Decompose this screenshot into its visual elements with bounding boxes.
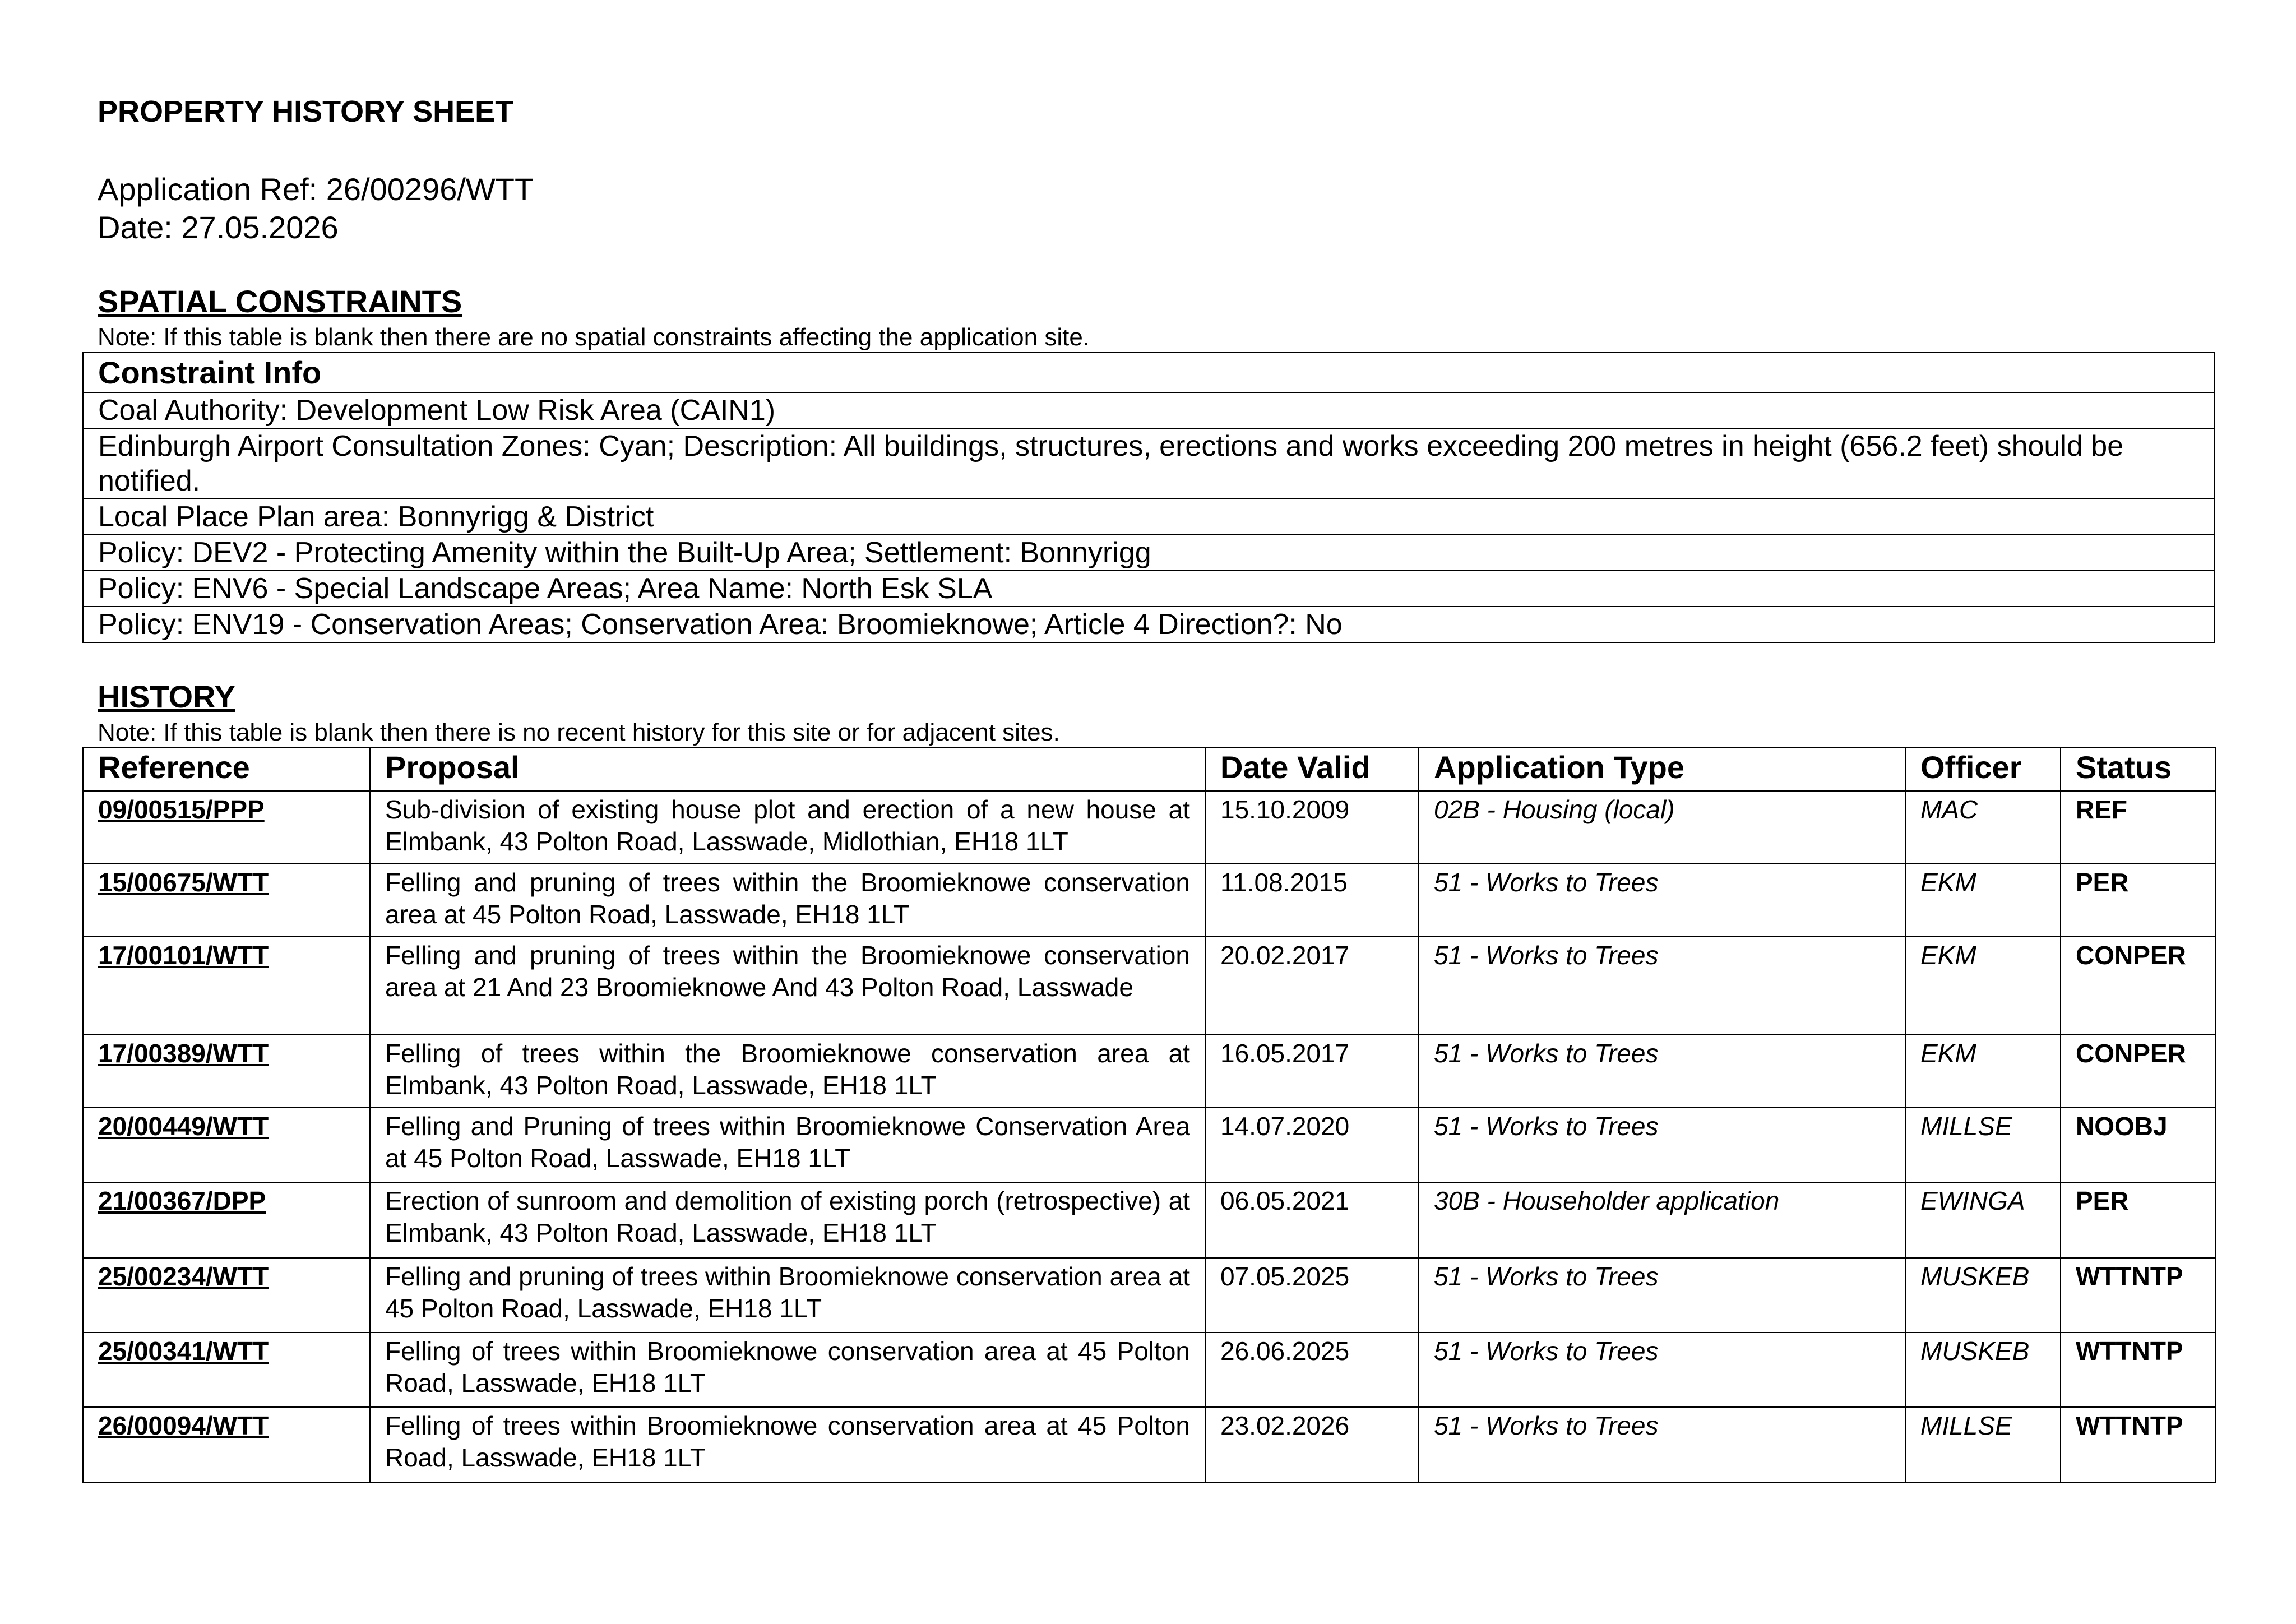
application-type-cell: 51 - Works to Trees (1419, 1332, 1905, 1407)
officer-cell: EKM (1905, 864, 2061, 937)
constraint-row (83, 571, 2214, 607)
constraint-info-cell: Edinburgh Airport Consultation Zones: Cyan; Description: All buildings, structures, erections and works exceeding 200 metres in height (656.2 feet) should be notified. (83, 428, 2214, 499)
history-note: Note: If this table is blank then there is no recent history for this site or for adjacent sites. (98, 719, 1060, 746)
proposal-cell: Felling of trees within Broomieknowe conservation area at 45 Polton Road, Lasswade, EH18 1LT (370, 1407, 1205, 1483)
application-meta (98, 170, 534, 247)
reference-link[interactable]: 26/00094/WTT (98, 1411, 269, 1440)
officer-cell: MUSKEB (1905, 1332, 2061, 1407)
status-cell: CONPER (2061, 937, 2215, 1035)
application-type-column-header: Application Type (1419, 747, 1905, 791)
reference-link[interactable]: 20/00449/WTT (98, 1112, 269, 1141)
reference-cell (83, 1035, 370, 1108)
date-valid-column-header: Date Valid (1205, 747, 1419, 791)
reference-link[interactable]: 21/00367/DPP (98, 1186, 266, 1215)
history-row (83, 864, 2215, 937)
status-cell: CONPER (2061, 1035, 2215, 1108)
proposal-cell: Felling and Pruning of trees within Broomieknowe Conservation Area at 45 Polton Road, Lasswade, EH18 1LT (370, 1108, 1205, 1182)
reference-cell (83, 1182, 370, 1258)
history-header-row (83, 747, 2215, 791)
history-table (82, 747, 2216, 1483)
constraints-table (82, 352, 2215, 643)
officer-cell: MILLSE (1905, 1407, 2061, 1483)
officer-cell: MUSKEB (1905, 1258, 2061, 1332)
reference-cell (83, 1108, 370, 1182)
officer-cell: EWINGA (1905, 1182, 2061, 1258)
constraint-row (83, 428, 2214, 499)
application-type-cell: 51 - Works to Trees (1419, 1407, 1905, 1483)
history-row (83, 937, 2215, 1035)
status-cell: WTTNTP (2061, 1258, 2215, 1332)
officer-cell: EKM (1905, 937, 2061, 1035)
reference-link[interactable]: 25/00234/WTT (98, 1262, 269, 1291)
application-type-cell: 51 - Works to Trees (1419, 1258, 1905, 1332)
application-type-cell: 51 - Works to Trees (1419, 864, 1905, 937)
application-type-cell: 51 - Works to Trees (1419, 1035, 1905, 1108)
officer-cell: MAC (1905, 791, 2061, 864)
constraint-row (83, 535, 2214, 571)
reference-link[interactable]: 17/00389/WTT (98, 1039, 269, 1068)
constraint-info-cell: Policy: ENV6 - Special Landscape Areas; Area Name: North Esk SLA (83, 571, 2214, 607)
date-valid-cell: 16.05.2017 (1205, 1035, 1419, 1108)
history-row (83, 1182, 2215, 1258)
application-date: Date: 27.05.2026 (98, 210, 339, 245)
status-cell: PER (2061, 1182, 2215, 1258)
officer-column-header: Officer (1905, 747, 2061, 791)
constraint-info-cell: Policy: ENV19 - Conservation Areas; Conservation Area: Broomieknowe; Article 4 Direction?: No (83, 607, 2214, 642)
constraint-row (83, 392, 2214, 428)
application-type-cell: 51 - Works to Trees (1419, 937, 1905, 1035)
status-cell: WTTNTP (2061, 1332, 2215, 1407)
proposal-column-header: Proposal (370, 747, 1205, 791)
history-row (83, 1258, 2215, 1332)
history-row (83, 791, 2215, 864)
reference-link[interactable]: 17/00101/WTT (98, 941, 269, 970)
constraint-row (83, 607, 2214, 642)
date-valid-cell: 15.10.2009 (1205, 791, 1419, 864)
reference-cell (83, 864, 370, 937)
officer-cell: MILLSE (1905, 1108, 2061, 1182)
history-row (83, 1407, 2215, 1483)
proposal-cell: Felling and pruning of trees within the Broomieknowe conservation area at 21 And 23 Broomieknowe And 43 Polton Road, Lasswade (370, 937, 1205, 1035)
date-valid-cell: 06.05.2021 (1205, 1182, 1419, 1258)
date-valid-cell: 26.06.2025 (1205, 1332, 1419, 1407)
proposal-cell: Felling and pruning of trees within Broomieknowe conservation area at 45 Polton Road, Lasswade, EH18 1LT (370, 1258, 1205, 1332)
reference-link[interactable]: 15/00675/WTT (98, 868, 269, 897)
date-valid-cell: 11.08.2015 (1205, 864, 1419, 937)
date-valid-cell: 14.07.2020 (1205, 1108, 1419, 1182)
date-valid-cell: 07.05.2025 (1205, 1258, 1419, 1332)
spatial-constraints-heading: SPATIAL CONSTRAINTS (98, 284, 462, 319)
document-title: PROPERTY HISTORY SHEET (98, 95, 514, 128)
reference-cell (83, 937, 370, 1035)
reference-cell (83, 791, 370, 864)
date-valid-cell: 20.02.2017 (1205, 937, 1419, 1035)
application-type-cell: 30B - Householder application (1419, 1182, 1905, 1258)
constraint-info-cell: Coal Authority: Development Low Risk Area (CAIN1) (83, 392, 2214, 428)
proposal-cell: Sub-division of existing house plot and erection of a new house at Elmbank, 43 Polton Road, Lasswade, Midlothian, EH18 1LT (370, 791, 1205, 864)
reference-cell (83, 1258, 370, 1332)
proposal-cell: Felling of trees within the Broomieknowe conservation area at Elmbank, 43 Polton Road, Lasswade, EH18 1LT (370, 1035, 1205, 1108)
history-row (83, 1108, 2215, 1182)
application-ref: Application Ref: 26/00296/WTT (98, 172, 534, 207)
status-cell: WTTNTP (2061, 1407, 2215, 1483)
reference-link[interactable]: 09/00515/PPP (98, 795, 265, 824)
proposal-cell: Felling and pruning of trees within the Broomieknowe conservation area at 45 Polton Road, Lasswade, EH18 1LT (370, 864, 1205, 937)
constraints-header-row (83, 353, 2214, 392)
constraint-info-header: Constraint Info (83, 353, 2214, 392)
history-heading: HISTORY (98, 679, 235, 714)
status-cell: NOOBJ (2061, 1108, 2215, 1182)
history-row (83, 1035, 2215, 1108)
history-row (83, 1332, 2215, 1407)
reference-cell (83, 1332, 370, 1407)
reference-link[interactable]: 25/00341/WTT (98, 1336, 269, 1366)
spatial-constraints-note: Note: If this table is blank then there are no spatial constraints affecting the application site. (98, 323, 1090, 351)
reference-column-header: Reference (83, 747, 370, 791)
status-cell: REF (2061, 791, 2215, 864)
constraint-info-cell: Policy: DEV2 - Protecting Amenity within the Built-Up Area; Settlement: Bonnyrigg (83, 535, 2214, 571)
proposal-cell: Erection of sunroom and demolition of existing porch (retrospective) at Elmbank, 43 Polton Road, Lasswade, EH18 1LT (370, 1182, 1205, 1258)
officer-cell: EKM (1905, 1035, 2061, 1108)
reference-cell (83, 1407, 370, 1483)
date-valid-cell: 23.02.2026 (1205, 1407, 1419, 1483)
constraint-info-cell: Local Place Plan area: Bonnyrigg & District (83, 499, 2214, 535)
proposal-cell: Felling of trees within Broomieknowe conservation area at 45 Polton Road, Lasswade, EH18 1LT (370, 1332, 1205, 1407)
application-type-cell: 51 - Works to Trees (1419, 1108, 1905, 1182)
status-column-header: Status (2061, 747, 2215, 791)
status-cell: PER (2061, 864, 2215, 937)
application-type-cell: 02B - Housing (local) (1419, 791, 1905, 864)
constraint-row (83, 499, 2214, 535)
